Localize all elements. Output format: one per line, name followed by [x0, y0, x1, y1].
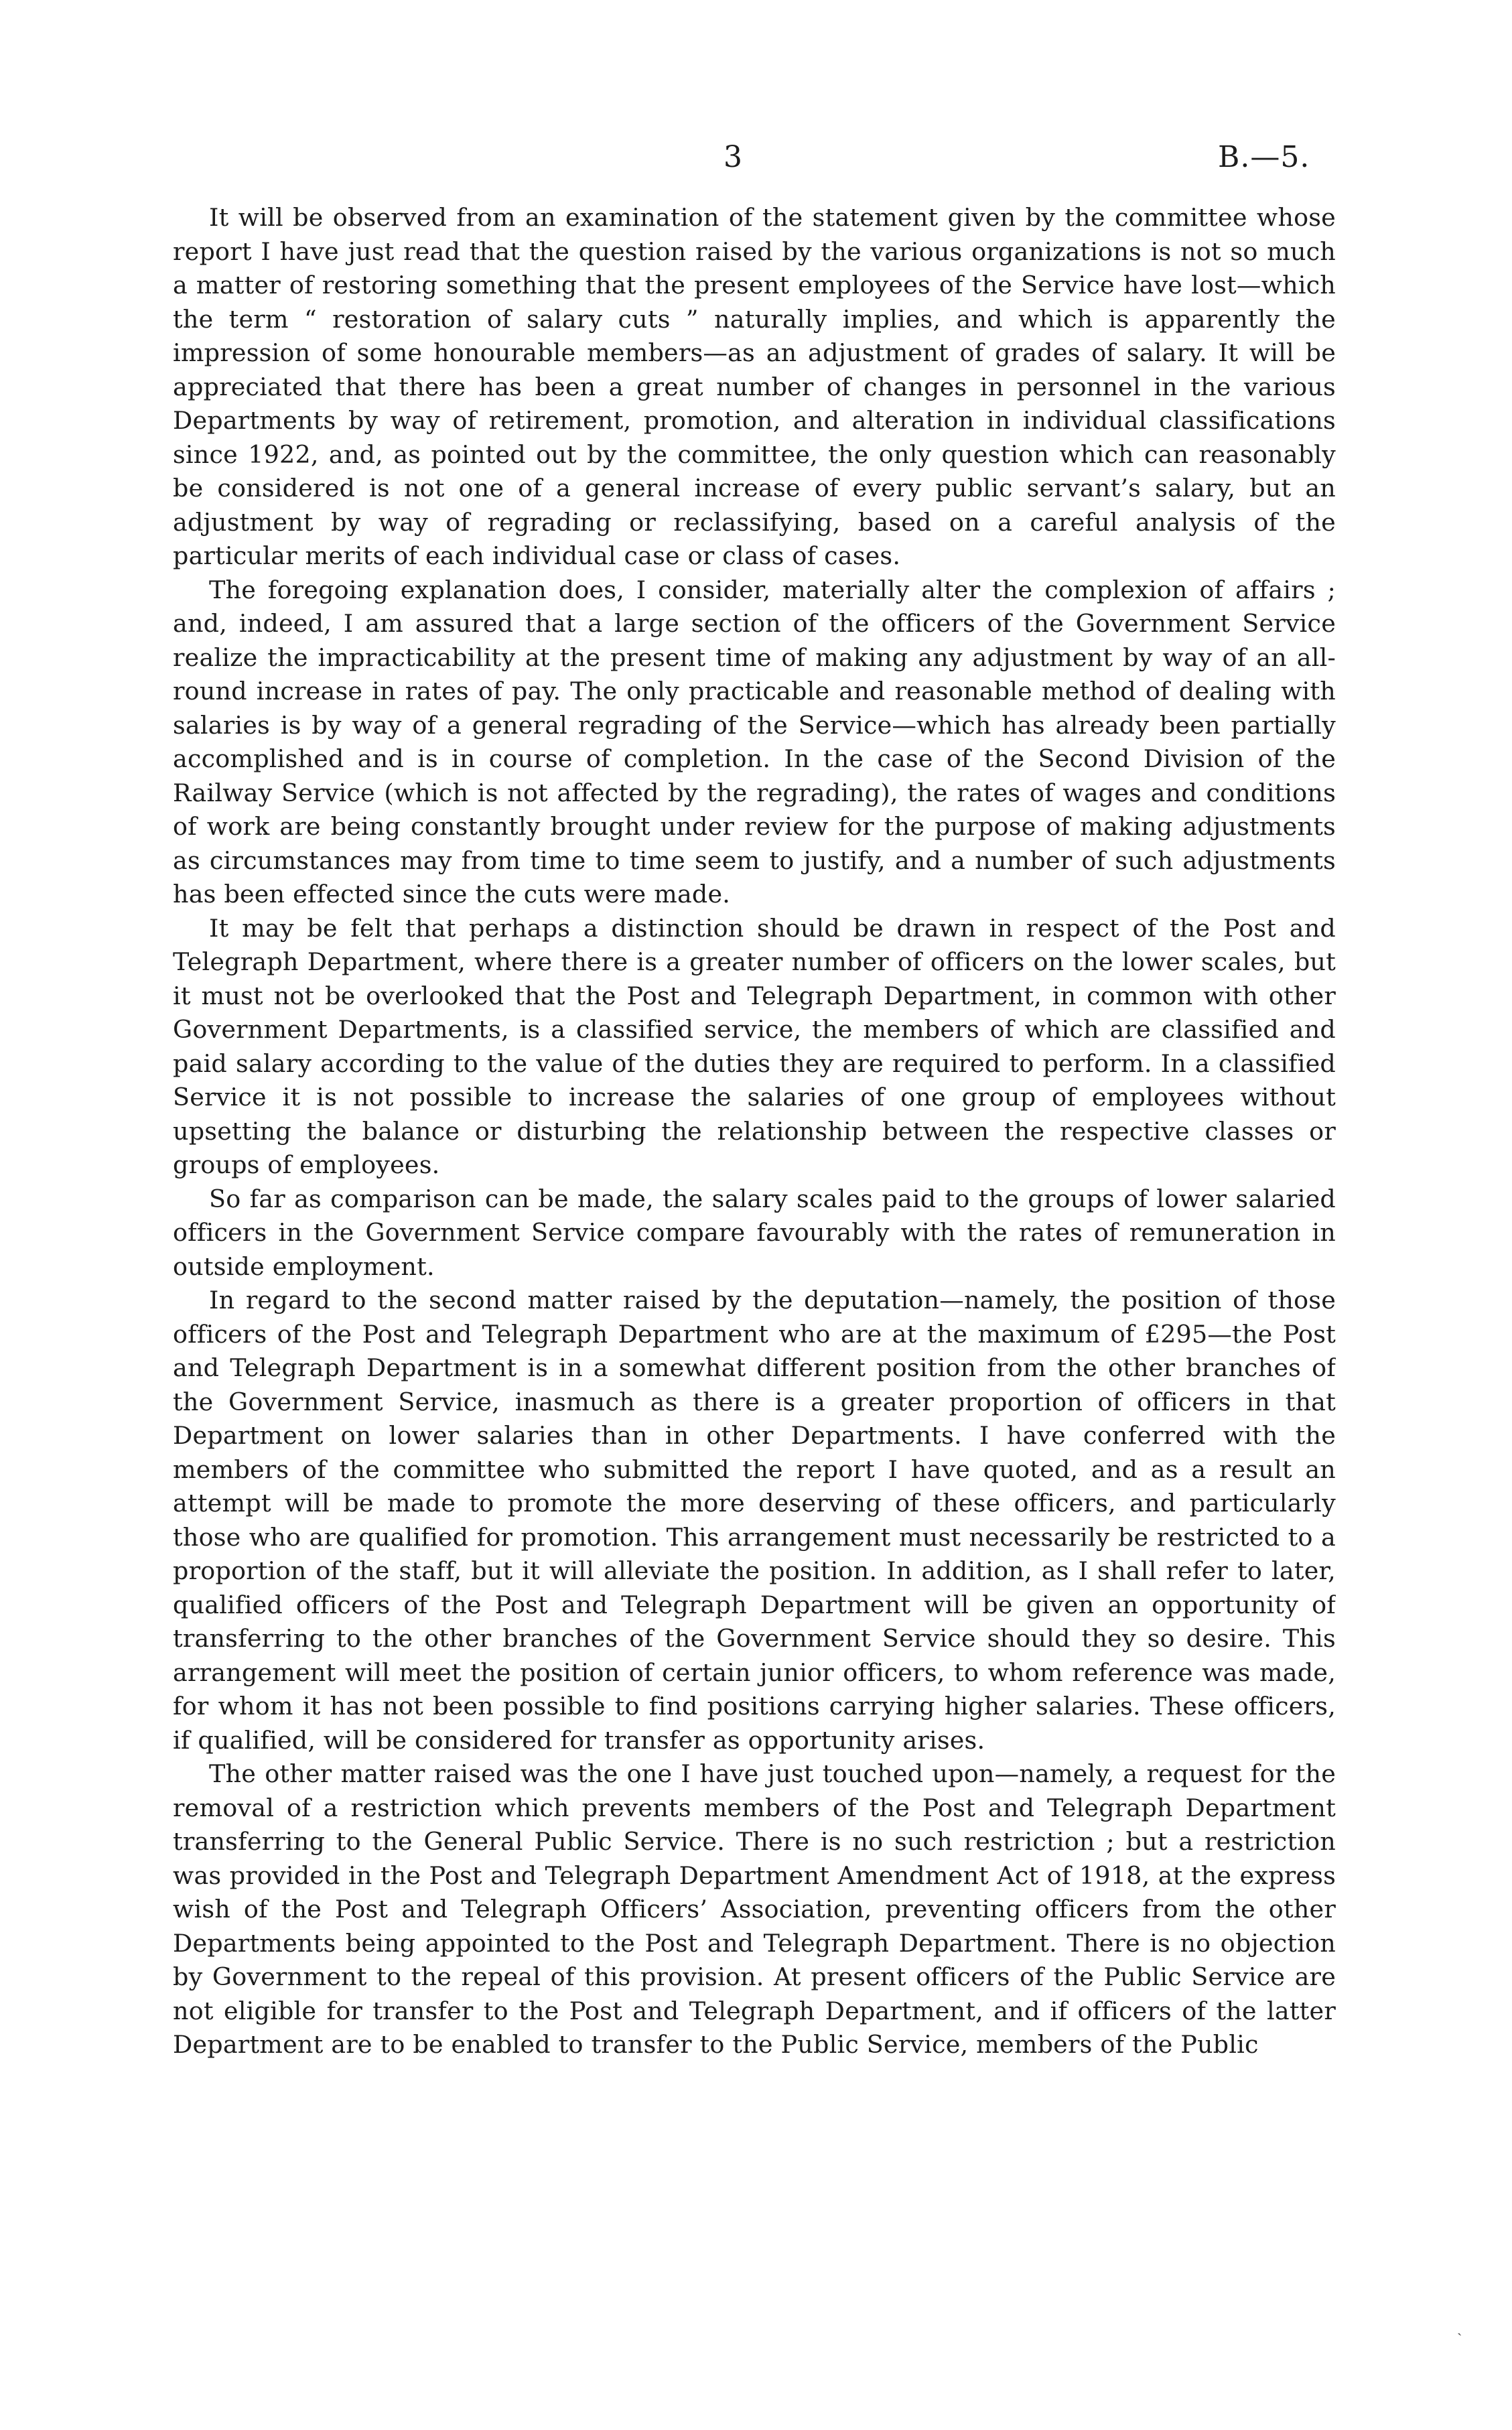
document-reference: B.—5.	[1218, 140, 1310, 174]
body-text	[173, 201, 1336, 2265]
paragraph-maximum-salary: In regard to the second matter raised by the deputation—namely, the position of those officers of the Post and Telegraph Department who are at the maximum of £295—the Post and Telegraph Department is in a somewhat different position from the other branches of the Government Service, inasmuch as there is a greater proportion of officers in that Department on lower salaries than in other Departments. I have conferred with the members of the committee who submitted the report I have quoted, and as a result an attempt will be made to promote the more deserving of these officers, and particularly those who are qualified for promotion. This arrangement must necessarily be restricted to a proportion of the staff, but it will alleviate the position. In addition, as I shall refer to later, qualified officers of the Post and Telegraph Department will be given an opportunity of transferring to the other branches of the Government Service should they so desire. This arrangement will meet the position of certain junior officers, to whom reference was made, for whom it has not been possible to find positions carrying higher salaries. These officers, if qualified, will be considered for transfer as opportunity arises.	[173, 1286, 1336, 1755]
paragraph-post-telegraph-classification: It may be felt that perhaps a distinction should be drawn in respect of the Post and Telegraph Department, where there is a greater number of officers on the lower scales, but it must not be overlooked that the Post and Telegraph Department, in common with other Government Departments, is a classified service, the members of which are classified and paid salary according to the value of the duties they are required to perform. In a classified Service it is not possible to increase the salaries of one group of employees without upsetting the balance or disturbing the relationship between the respective classes or groups of employees.	[173, 913, 1336, 1179]
paragraph-salary-adjustment: It will be observed from an examination of the statement given by the committee whose report I have just read that the question raised by the various organizations is not so much a matter of restoring something that the present employees of the Service have lost—which the term “ restoration of salary cuts ” naturally implies, and which is apparently the impression of some honourable members—as an adjustment of grades of salary. It will be appreciated that there has been a great number of changes in personnel in the various Departments by way of retirement, promotion, and alteration in individual classifications since 1922, and, as pointed out by the committee, the only question which can reasonably be considered is not one of a general increase of every public servant’s salary, but an adjustment by way of regrading or reclassifying, based on a careful analysis of the particular merits of each individual case or class of cases.	[173, 203, 1336, 570]
paragraph-regrading: The foregoing explanation does, I consider, materially alter the complexion of affairs ; and, indeed, I am assured that a large section of the officers of the Government Service realize the impracticability at the present time of making any adjustment by way of an all-round increase in rates of pay. The only practicable and reasonable method of dealing with salaries is by way of a general regrading of the Service—which has already been partially accomplished and is in course of completion. In the case of the Second Division of the Railway Service (which is not affected by the regrading), the rates of wages and conditions of work are being constantly brought under review for the purpose of making adjustments as circumstances may from time to time seem to justify, and a number of such adjustments has been effected since the cuts were made.	[173, 575, 1336, 908]
page-number: 3	[724, 140, 742, 174]
page-header	[0, 137, 1512, 178]
paragraph-transfer-restriction: The other matter raised was the one I have just touched upon—namely, a request for the removal of a restriction which prevents members of the Post and Telegraph Department transferring to the General Public Service. There is no such restriction ; but a restriction was provided in the Post and Telegraph Department Amendment Act of 1918, at the express wish of the Post and Telegraph Officers’ Association, preventing officers from the other Departments being appointed to the Post and Telegraph Department. There is no objection by Government to the repeal of this provision. At present officers of the Public Service are not eligible for transfer to the Post and Telegraph Department, and if officers of the latter Department are to be enabled to transfer to the Public Service, members of the Public	[173, 1759, 1336, 2059]
paragraph-salary-comparison: So far as comparison can be made, the salary scales paid to the groups of lower salaried officers in the Government Service compare favourably with the rates of remuneration in outside employment.	[173, 1184, 1336, 1281]
scan-mark: ˏ	[1457, 2319, 1462, 2336]
